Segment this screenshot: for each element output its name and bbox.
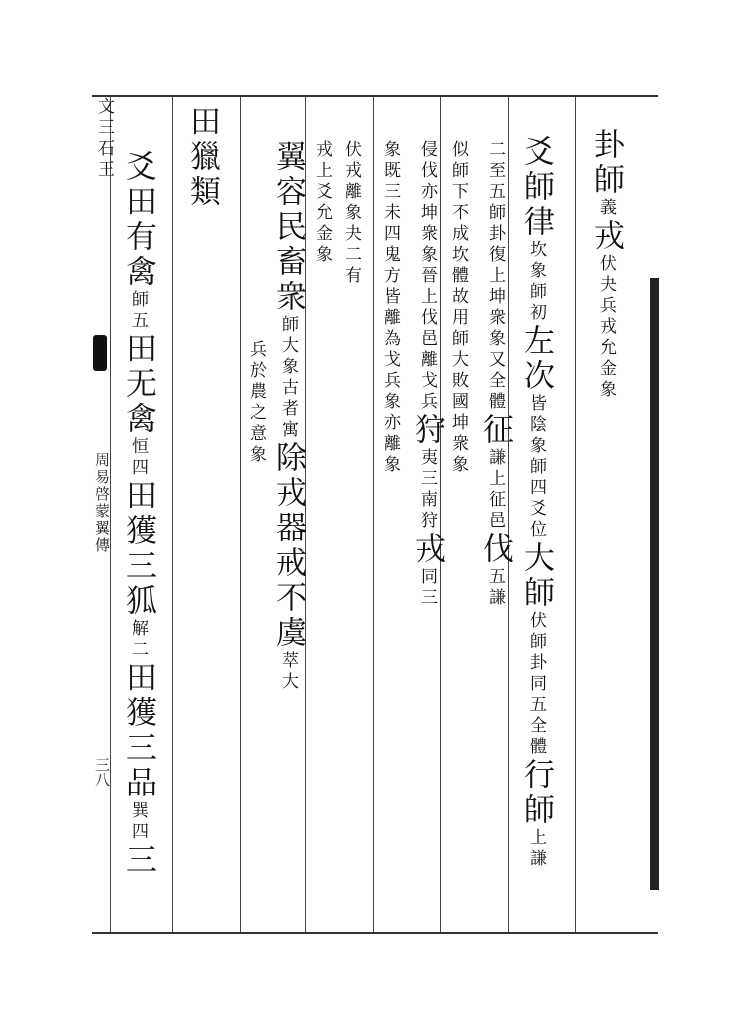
frame-bottom-border [92,932,658,934]
annotation-text: 允金象 [596,338,616,401]
main-text: 大師 [518,541,554,611]
main-text: 戎 [588,219,624,254]
main-text: 爻田有禽 [120,150,156,290]
annotation-text: 解二 [128,619,148,661]
main-text: 伐 [477,532,513,567]
annotation-text: 皆陰象 [526,394,546,457]
frame-top-border [92,95,658,97]
text-column [588,128,624,918]
column-rule [172,97,173,932]
annotation-text: 伏戎離象夬二有 [341,140,361,287]
main-text: 狩 [409,413,445,448]
main-text: 爻師律 [518,135,554,240]
text-column [312,140,332,930]
main-text: 戎 [409,532,445,567]
page-number: 三八 [93,757,111,787]
fishtail-block [93,335,107,371]
annotation-text: 亦離象 [380,413,400,476]
annotation-text: 伏夬兵戎 [596,254,616,338]
main-text: 左次 [518,324,554,394]
margin-title: 周易啓蒙翼傳 [93,452,111,554]
text-column [448,140,468,930]
text-column [380,140,400,930]
column-rule [240,97,241,932]
annotation-text: 謙上征邑 [485,448,505,532]
main-text: 田獵類 [184,105,220,210]
main-text: 行師 [518,758,554,828]
right-border-bar [650,278,659,890]
text-column [409,140,445,930]
text-column [518,135,554,925]
main-text: 田獲三狐 [120,479,156,619]
main-text: 田无禽 [120,332,156,437]
main-text: 卦師 [588,128,624,198]
main-text: 征 [477,413,513,448]
annotation-text: 國坤衆象 [448,392,468,476]
annotation-text: 上謙 [526,828,546,870]
text-column [341,140,361,930]
main-text: 田獲三品 [120,661,156,801]
annotation-text: 同五全體 [526,674,546,758]
previous-page-edge [92,97,114,332]
annotation-text: 師五 [128,290,148,332]
annotation-text: 萃大 [278,651,298,693]
annotation-text: 師四爻位 [526,457,546,541]
column-rule [575,97,576,932]
annotation-text: 師大象古者寓 [278,315,298,441]
annotation-text: 侵伐亦坤衆象晉上伐邑離戈兵 [417,140,437,413]
text-column [246,340,266,900]
edge-text: 文三石王 [94,97,114,181]
column-rule [373,97,374,932]
annotation-text: 巽四 [128,801,148,843]
annotation-text: 五謙 [485,567,505,609]
category-heading [184,105,220,305]
annotation-text: 象既三未四鬼方皆離為戈兵象 [380,140,400,413]
annotation-text: 象 [246,445,266,466]
annotation-text: 坎象 [526,240,546,282]
annotation-text: 伏師卦 [526,611,546,674]
annotation-text: 同三 [417,567,437,609]
annotation-text: 夷三南狩 [417,448,437,532]
text-column [477,140,513,930]
main-text: 除戎器戒不虞 [270,441,306,651]
text-column [120,150,156,940]
main-text: 翼容民畜衆 [270,140,306,315]
main-text: 三 [120,843,156,878]
annotation-text: 兵於農之意 [246,340,266,445]
annotation-text: 義 [596,198,616,219]
annotation-text: 似師下不成坎體故用師大敗 [448,140,468,392]
annotation-text: 戎上爻允金象 [312,140,332,266]
annotation-text: 二至五師卦復上坤衆象又全體 [485,140,505,413]
text-column [270,140,306,930]
annotation-text: 師初 [526,282,546,324]
annotation-text: 恒四 [128,437,148,479]
